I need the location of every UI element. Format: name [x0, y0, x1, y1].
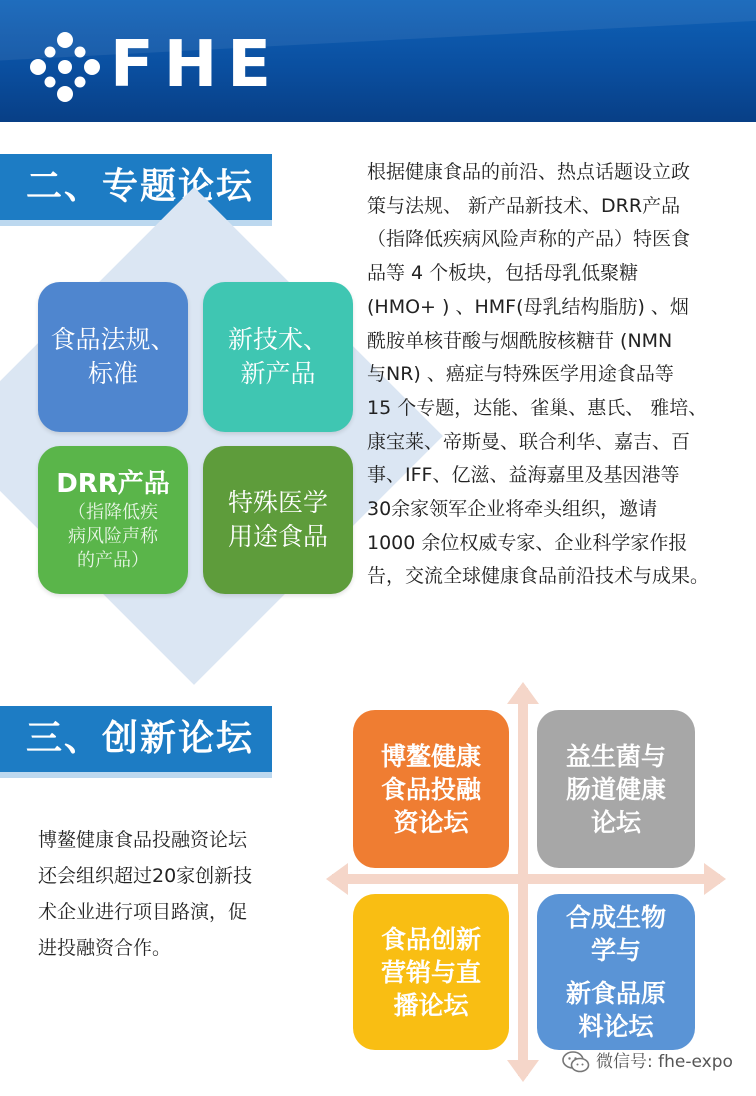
- card-synbio-line3: 新食品原: [565, 979, 666, 1008]
- logo-text: FHE: [110, 28, 281, 102]
- paragraph-line: 事、IFF、亿滋、益海嘉里及基因港等: [367, 464, 680, 487]
- card-synbio-line4: 料论坛: [578, 1012, 654, 1041]
- card-new-tech: [203, 282, 353, 432]
- card-investment-line2: 食品投融: [380, 774, 481, 804]
- card-special-medical: [203, 446, 353, 594]
- wechat-id-text: 微信号: fhe-expo: [596, 1052, 733, 1072]
- card-marketing-line1: 食品创新: [380, 924, 481, 954]
- fhe-dots-logo-icon: [28, 30, 102, 104]
- card-drr-sub2: 病风险声称: [68, 526, 158, 547]
- section2-paragraph: [367, 156, 745, 594]
- card-probiotics-line3: 论坛: [590, 807, 641, 837]
- paragraph-line: 1000 余位权威专家、企业科学家作报: [367, 531, 688, 554]
- paragraph-line: 进投融资合作。: [38, 937, 172, 959]
- paragraph-line: 15 个专题，达能、雀巢、惠氏、 雅培、: [367, 396, 708, 419]
- card-regulations-line1: 食品法规、: [50, 325, 176, 354]
- card-regulations: [38, 282, 188, 432]
- card-new-tech-line1: 新技术、: [227, 325, 328, 354]
- card-probiotics-forum: [537, 710, 695, 868]
- paragraph-line: （指降低疾病风险声称的产品）特医食: [367, 228, 691, 251]
- card-marketing-line3: 播论坛: [393, 990, 469, 1020]
- paragraph-line: 品等 4 个板块，包括母乳低聚糖: [367, 262, 639, 285]
- card-marketing-forum: [353, 894, 509, 1050]
- paragraph-line: 策与法规、 新产品新技术、DRR产品: [367, 194, 681, 217]
- card-regulations-line2: 标准: [87, 359, 138, 388]
- card-investment-line1: 博鳌健康: [380, 741, 481, 771]
- card-drr-sub1: （指降低疾: [68, 502, 158, 523]
- card-marketing-line2: 营销与直: [380, 957, 481, 987]
- card-drr-title: DRR产品: [56, 469, 170, 499]
- section2-title: 二、专题论坛: [0, 154, 272, 220]
- paragraph-line: 术企业进行项目路演，促: [38, 901, 248, 923]
- wechat-icon: [562, 1051, 590, 1073]
- card-new-tech-line2: 新产品: [240, 359, 316, 388]
- card-probiotics-line2: 肠道健康: [565, 774, 666, 804]
- card-synbio-line2: 学与: [590, 936, 641, 965]
- paragraph-line: (HMO+ ) 、HMF(母乳结构脂肪) 、烟: [367, 295, 689, 318]
- card-special-medical-line1: 特殊医学: [227, 488, 328, 517]
- paragraph-line: 告，交流全球健康食品前沿技术与成果。: [367, 565, 710, 588]
- card-probiotics-line1: 益生菌与: [565, 741, 666, 771]
- paragraph-line: 康宝莱、帝斯曼、联合利华、嘉吉、百: [367, 430, 691, 453]
- paragraph-line: 30余家领军企业将牵头组织，邀请: [367, 498, 658, 521]
- paragraph-line: 还会组织超过20家创新技: [38, 865, 253, 887]
- paragraph-line: 酰胺单核苷酸与烟酰胺核糖苷 (NMN: [367, 329, 673, 352]
- card-investment-forum: [353, 710, 509, 868]
- section3-title: 三、创新论坛: [0, 706, 272, 772]
- card-synbio-forum: [537, 894, 695, 1050]
- paragraph-line: 根据健康食品的前沿、热点话题设立政: [367, 161, 691, 183]
- wechat-watermark: [562, 1048, 733, 1076]
- card-drr: [38, 446, 188, 594]
- paragraph-line: 与NR) 、癌症与特殊医学用途食品等: [367, 363, 674, 386]
- section3-paragraph: [38, 822, 288, 966]
- paragraph-line: 博鳌健康食品投融资论坛: [38, 829, 248, 851]
- card-drr-sub3: 的产品）: [77, 550, 149, 571]
- card-synbio-line1: 合成生物: [565, 903, 666, 932]
- card-investment-line3: 资论坛: [393, 807, 469, 837]
- header-banner: [0, 0, 756, 122]
- card-special-medical-line2: 用途食品: [227, 522, 328, 551]
